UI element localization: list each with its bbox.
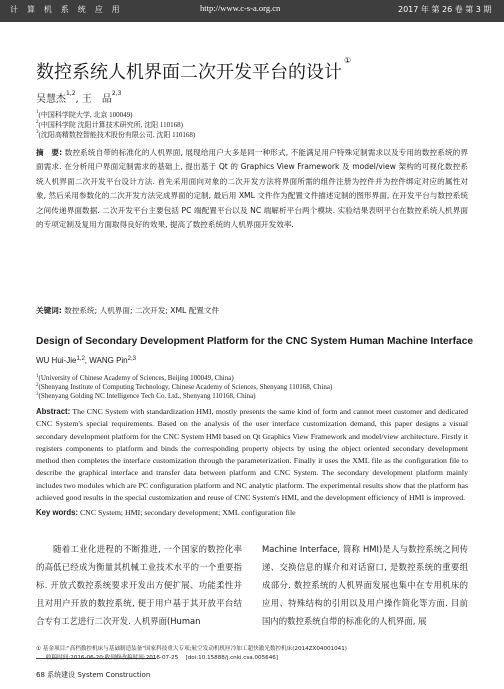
abstract-text-cn: 数控系统自带的标准化的人机界面, 展现给用户大多是同一种形式, 不能满足用户特殊定制需求以及专用的数控系统的界面需求. 在分析用户界面定制需求的基础上, 提出基于 Qt 的 Graphics View Framework 及 model/view 架构的可视化数控系统人机界面二次开发平台设计方法. 首先采用面向对象的二次开发方法将界面所需的组件注册为控件并为控件绑定对应的属性对象, 然后采用参数化的二次开发方法完成界面的定制, 最后用 XML 文件作为配置文件描述定制的图形界面, 在开发平台与数控系统之间传递界面数据. 二次开发平台主要包括 PC 端配置平台以及 NC 端解析平台两个模块. 实验结果表明平台在数控系统人机界面的专项定制及复用方面取得良好的效果, 提高了数控系统的人机界面开发效率. bbox=[36, 148, 468, 230]
footnote-funding: ① 基金项目:"高档数控机床与基础制造装备"国家科技重大专项;航空发动机机匣冷加工超快激光数控机床(2014ZX04001041) bbox=[36, 646, 347, 652]
author-1-sup: 1,2 bbox=[66, 90, 76, 97]
abstract-label-en: Abstract: bbox=[36, 407, 71, 416]
author-2: 王 品 bbox=[81, 94, 112, 105]
aff-en-sup: 2 bbox=[36, 383, 39, 388]
paper-title-en: Design of Secondary Development Platform for the CNC System Human Machine Interface bbox=[36, 336, 474, 347]
keywords-label-cn: 关键词: bbox=[36, 306, 62, 315]
aff-en-text: (University of Chinese Academy of Sciences, Beijing 100049, China) bbox=[38, 374, 234, 382]
paper-title-cn bbox=[36, 58, 351, 84]
aff-sup: 2 bbox=[36, 120, 39, 125]
keywords-label-en: Key words: bbox=[36, 508, 79, 517]
title-footnote-mark: ① bbox=[344, 56, 352, 65]
author-sep-en: , bbox=[84, 356, 90, 365]
title-text: 数控系统人机界面二次开发平台的设计 bbox=[36, 62, 342, 83]
author-1-en-sup: 1,2 bbox=[76, 356, 85, 362]
affiliation-en bbox=[36, 374, 234, 382]
keywords-text-cn: 数控系统; 人机界面; 二次开发; XML 配置文件 bbox=[64, 306, 220, 315]
affiliation-en bbox=[36, 383, 332, 391]
abstract-label-cn: 摘 要: bbox=[36, 148, 63, 157]
aff-text: (沈阳高精数控智能技术股份有限公司, 沈阳 110168) bbox=[38, 131, 196, 139]
author-sep: , bbox=[75, 94, 82, 105]
journal-name: 计 算 机 系 统 应 用 bbox=[10, 5, 123, 14]
aff-en-text: (Shenyang Golding NC Intelligence Tech Co. Ltd., Shenyang 110168, China) bbox=[38, 392, 256, 400]
aff-en-text: (Shenyang Institute of Computing Technology, Chinese Academy of Sciences, Shenyang 110168, China) bbox=[38, 383, 333, 391]
author-1-en: WU Hui-Jie bbox=[36, 356, 77, 365]
affiliation-cn bbox=[36, 130, 195, 140]
aff-text: (中国科学院 沈阳计算技术研究所, 沈阳 110168) bbox=[38, 121, 183, 129]
author-2-en-sup: 2,3 bbox=[127, 356, 136, 362]
abstract-text-en: The CNC System with standardization HMI, mostly presents the same kind of form and cannot meet customer and dedicated CNC System's special requirements. Based on the analysis of the user interface customization demand, this paper designs a visual secondary development platform for the CNC System HMI based on Qt Graphics View Framework and model/view architecture. Firstly it registers components to platform and binds the corresponding property objects by using the object oriented secondary development method then completes the interface customization through the parameterization. Finally it uses the XML file as the configuration file to describe the graphical interface and transfer data between platform and CNC System. The secondary development platform mainly includes two modules which are PC configuration platform and NC analytic platform. The experimental results show that the platform has achieved good results in the special customization and reuse of CNC System's HMI, and the development efficiency of HMI is improved. bbox=[36, 407, 468, 503]
abstract-cn bbox=[36, 146, 468, 232]
author-2-en: WANG Pin bbox=[89, 356, 128, 365]
body-column-left: 随着工业化进程的不断推进, 一个国家的数控化率的高低已经成为衡量其机械工业技术水平的一个重要指标. 开放式数控系统要求开发出方便扩展、功能柔性并且对用户开放的数控系统, 便于用户基于其开放平台结合专有工艺进行二次开发. 人机界面(Human bbox=[36, 544, 242, 626]
aff-en-sup: 1 bbox=[36, 374, 39, 379]
footnote-dates: 收稿时间:2016-06-20;收到修改稿时间:2016-07-25 [doi:10.15888/j.cnki.csa.005646] bbox=[46, 655, 278, 661]
journal-url[interactable]: http://www.c-s-a.org.cn bbox=[200, 3, 281, 13]
affiliation-cn bbox=[36, 120, 183, 130]
aff-text: (中国科学院大学, 北京 100049) bbox=[38, 111, 133, 119]
aff-sup: 1 bbox=[36, 110, 39, 115]
aff-sup: 3 bbox=[36, 130, 39, 135]
abstract-en bbox=[36, 406, 468, 504]
authors-cn bbox=[36, 90, 121, 105]
body-column-right: Machine Interface, 简称 HMI)是人与数控系统之间传递、交换信息的媒介和对话窗口, 是数控系统的重要组成部分. 数控系统的人机界面发展也集中在专用机床的应用、特殊结构的引用以及用户操作简化等方面. 目前国内的数控系统自带的标准化的人机界面, 展 bbox=[262, 544, 468, 626]
page-footer: 68 系统建设 System Construction bbox=[36, 671, 151, 679]
aff-en-sup: 3 bbox=[36, 392, 39, 397]
keywords-en bbox=[36, 507, 468, 519]
author-1: 吴慧杰 bbox=[36, 94, 66, 105]
keywords-text-en: CNC System; HMI; secondary development; XML configuration file bbox=[79, 508, 296, 517]
keywords-cn bbox=[36, 304, 468, 318]
affiliation-cn bbox=[36, 110, 132, 120]
author-2-sup: 2,3 bbox=[111, 90, 122, 97]
authors-en bbox=[36, 356, 136, 365]
affiliation-en bbox=[36, 392, 256, 400]
issue-info: 2017 年 第 26 卷 第 3 期 bbox=[398, 5, 492, 14]
